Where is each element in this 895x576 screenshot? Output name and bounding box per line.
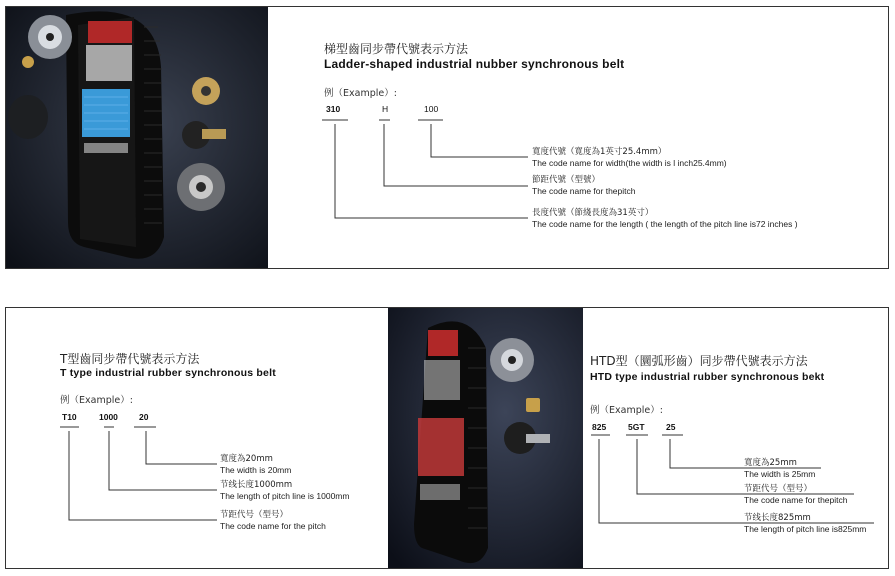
top-panel: [5, 6, 889, 269]
t-type-desc-length-zh: 节线长度1000mm: [220, 480, 293, 490]
top-desc-width-zh: 寬度代號（寬度為1英寸25.4mm）: [532, 147, 667, 157]
htd-desc-width-zh: 寬度為25mm: [744, 458, 797, 468]
t-type-code-pitch: T10: [62, 412, 77, 422]
top-desc-pitch-en: The code name for thepitch: [532, 186, 636, 196]
t-type-desc-length-en: The length of pitch line is 1000mm: [220, 491, 350, 501]
t-type-desc-pitch-zh: 节距代号（型号）: [220, 510, 289, 520]
top-code-series: 310: [326, 104, 341, 114]
top-desc-length-en: The code name for the length ( the length of the pitch line is72 inches ): [532, 219, 798, 229]
top-desc-length-zh: 長度代號（節綫長度為31英寸）: [532, 208, 654, 218]
htd-desc-pitch-zh: 节距代号（型号）: [744, 484, 813, 494]
top-desc-pitch-zh: 節距代號（型號）: [532, 175, 601, 185]
htd-desc-width-en: The width is 25mm: [744, 469, 816, 479]
htd-code-length: 825: [592, 422, 607, 432]
htd-code-pitch: 5GT: [628, 422, 645, 432]
t-type-desc-width-zh: 寬度為20mm: [220, 454, 273, 464]
htd-desc-pitch-en: The code name for thepitch: [744, 495, 848, 505]
htd-desc-length-zh: 节线长度825mm: [744, 513, 811, 523]
t-type-code-width: 20: [139, 412, 149, 422]
top-desc-width-en: The code name for width(the width is l inch25.4mm): [532, 158, 727, 168]
top-code-pitch: H: [382, 104, 389, 114]
top-code-width: 100: [424, 104, 439, 114]
htd-desc-length-en: The length of pitch line is825mm: [744, 524, 867, 534]
t-type-desc-width-en: The width is 20mm: [220, 465, 292, 475]
htd-title-en: HTD type industrial rubber synchronous bekt: [590, 371, 825, 383]
htd-example-label: 例（Example）:: [590, 405, 663, 416]
t-type-title-en: T type industrial rubber synchronous belt: [60, 367, 276, 379]
top-title-zh: 梯型齒同步帶代號表示方法: [324, 42, 469, 56]
t-type-title-zh: T型齒同步帶代號表示方法: [60, 352, 200, 366]
top-example-label: 例（Example）:: [324, 88, 397, 99]
top-title-en: Ladder-shaped industrial nubber synchronous belt: [324, 57, 625, 71]
bottom-panel: [5, 307, 889, 569]
t-type-desc-pitch-en: The code name for the pitch: [220, 521, 326, 531]
t-type-code-length: 1000: [99, 412, 118, 422]
htd-code-width: 25: [666, 422, 676, 432]
t-type-example-label: 例（Example）:: [60, 395, 133, 406]
htd-title-zh: HTD型（圜弧形齒）同步帶代號表示方法: [590, 354, 808, 368]
